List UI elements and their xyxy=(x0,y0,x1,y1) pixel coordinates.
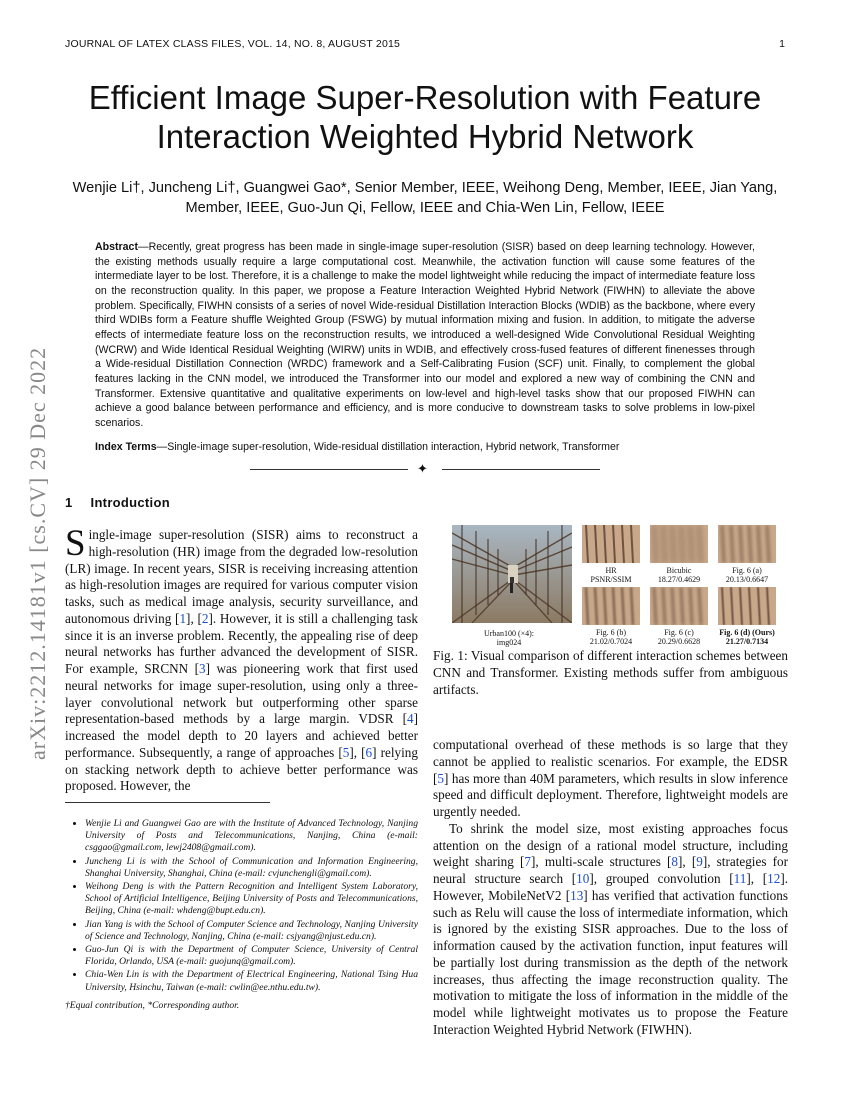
patch-image-1 xyxy=(582,525,640,563)
footnote-item: • Weihong Deng is with the Pattern Recognition and Intelligent System Laboratory, School of Artificial Intelligence, Beijing University of Posts and Telecommunications, Beijing, China (e-mail: whdeng@bupt.edu.cn). xyxy=(85,881,418,918)
patch-metric: 20.13/0.6647 xyxy=(725,575,769,584)
footnote-item: • Chia-Wen Lin is with the Department of Electrical Engineering, National Tsing Hua University, Hsinchu, Taiwan (e-mail: cwlin@ee.nthu.edu.tw). xyxy=(85,969,418,993)
citation-link[interactable]: 13 xyxy=(570,887,584,903)
footnote-item: • Juncheng Li is with the School of Communication and Information Engineering, Shanghai University, Shanghai, China (e-mail: cvjunchengli@gmail.com). xyxy=(85,856,418,880)
patch-metric: 21.02/0.7024 xyxy=(589,637,633,646)
figure-caption: Fig. 1: Visual comparison of different interaction schemes between CNN and Transformer. Existing methods suffer from ambiguous artifacts. xyxy=(433,648,788,697)
citation-link[interactable]: 9 xyxy=(696,854,703,870)
abstract-text: —Recently, great progress has been made in single-image super-resolution (SISR) based on deep learning technology. However, the existing methods usually require a large computational cost. Meanwhile, the activation function will cause some features of the intermediate layer to be lost. Therefore, it is a challenge to make the model lightweight while reducing the impact of intermediate feature loss on the reconstruction quality. In this paper, we propose a Feature Interaction Weighted Hybrid Network (FIWHN) to alleviate the above problem. Specifically, FIWHN consists of a series of novel Wide-residual Distillation Interaction Blocks (WDIB) as the backbone, where every third WDIBs form a Feature shuffle Weighted Group (FSWG) by mutual information mixing and fusion. In addition, to mitigate the adverse effects of intermediate feature loss on the reconstruction results, we introduced a well-designed Wide Convolutional Residual Weighting (WCRW) and Wide Identical Residual Weighting (WIRW) units in WDIB, and effectively cross-fused features of different finenesses through a Wide-residual Distillation Connection (WRDC) framework and a Self-Calibrating Fusion (SCF) unit. Finally, to complement the global features lacking in the CNN model, we introduced the Transformer into our model and explored a new way of combining the CNN and Transformer. Extensive quantitative and qualitative experiments on low-level and high-level tasks show that our proposed FIWHN can achieve a good balance between performance and efficiency, and is more conducive to downstream tasks to solve problems in low-pixel scenarios. xyxy=(95,241,755,429)
section-divider xyxy=(250,461,600,476)
citation-link[interactable]: 5 xyxy=(342,744,350,760)
figure-1 xyxy=(452,525,787,655)
footnote-rule xyxy=(65,802,270,803)
equal-contribution-note: †Equal contribution, *Corresponding author. xyxy=(65,999,240,1011)
citation-link[interactable]: 10 xyxy=(576,871,590,886)
patch-name: Fig. 6 (d) (Ours) xyxy=(719,628,775,637)
index-terms-text: —Single-image super-resolution, Wide-residual distillation interaction, Hybrid network, Transformer xyxy=(156,441,620,453)
patch-metric: PSNR/SSIM xyxy=(590,575,632,584)
footnote-item: • Wenjie Li and Guangwei Gao are with the Institute of Advanced Technology, Nanjing University of Posts and Telecommunications, Nanjing, China (e-mail: csggao@gmail.com, lewj2408@gmail.com). xyxy=(85,818,418,855)
patch-image-5 xyxy=(650,587,708,625)
main-image-id: img024 xyxy=(496,638,522,647)
citation-link[interactable]: 6 xyxy=(365,744,373,760)
footnote-item: • Guo-Jun Qi is with the Department of Computer Science, University of Central Florida, Orlando, USA (e-mail: guojunq@gmail.com). xyxy=(85,944,418,968)
citation-link[interactable]: 5 xyxy=(437,770,444,786)
patch-name: HR xyxy=(605,566,617,575)
citation-link[interactable]: 8 xyxy=(671,854,678,870)
citation-link[interactable]: 3 xyxy=(199,661,206,676)
citation-link[interactable]: 7 xyxy=(524,854,531,870)
citation-link[interactable]: 2 xyxy=(201,610,209,626)
citation-link[interactable]: 12 xyxy=(767,871,781,886)
patch-name: Fig. 6 (b) xyxy=(596,628,626,637)
section-number: 1 xyxy=(65,495,73,510)
intro-paragraph: Single-image super-resolution (SISR) aims to reconstruct a high-resolution (HR) image from the degraded low-resolution (LR) image. In recent years, SISR is receiving increasing attention as high-resolution images are required for various computer vision tasks, such as medical image analysis, security surveillance, and autonomous driving [1], [2]. However, it is still a challenging task since it is an inverse problem. Recently, the appealing rise of deep neural networks has further advanced the development of SISR. For example, SRCNN [3] was pioneering work that first used neural networks for image super-resolution, using only a three-layer convolutional network but outperforming other sparse representation-based methods by a large margin. VDSR [4] increased the model depth to 20 layers and achieved better performance. Subsequently, a range of approaches [5], [6] relying on stacking network depth to achieve better performance was proposed. However, the xyxy=(65,523,418,794)
diamond-icon: ✦ xyxy=(417,461,428,476)
running-header: JOURNAL OF LATEX CLASS FILES, VOL. 14, NO. 8, AUGUST 2015 xyxy=(65,38,401,50)
footnote-item: • Jian Yang is with the School of Computer Science and Technology, Nanjing University of Science and Technology, Nanjing, China (e-mail: csjyang@njust.edu.cn). xyxy=(85,919,418,943)
abstract-label: Abstract xyxy=(95,241,138,253)
page-number: 1 xyxy=(779,38,785,50)
citation-link[interactable]: 11 xyxy=(733,871,747,886)
main-image-label: Urban100 (×4): xyxy=(483,629,535,638)
patch-image-2 xyxy=(650,525,708,563)
patch-metric: 21.27/0.7134 xyxy=(725,637,769,646)
citation-link[interactable]: 4 xyxy=(407,711,414,727)
paragraph: To shrink the model size, most existing approaches focus attention on the design of a rational model structure, including weight sharing [7], multi-scale structures [8], [9], strategies for neural structure search [10], grouped convolution [11], [12]. However, MobileNetV2 [13] has verified that activation functions such as Relu will cause the loss of intermediate information, which is ignored by the existing SISR approaches. Due to the loss of information caused by the activation function, input features will be partially lost during transmission as the depth of the network increases, thus affecting the image reconstruction quality. The motivation to mitigate the loss of information in the middle of the model while lightweight motivates us to propose the Feature Interaction Weighted Hybrid Network (FIWHN). xyxy=(433,820,789,1037)
affiliation-footnotes xyxy=(65,818,418,1012)
abstract xyxy=(95,240,755,431)
author-list: Wenjie Li†, Juncheng Li†, Guangwei Gao*, Senior Member, IEEE, Weihong Deng, Member, IEEE, Jian Yang, Member, IEEE, Guo-Jun Qi, Fellow, IEEE and Chia-Wen Lin, Fellow, IEEE xyxy=(72,180,778,216)
drop-cap: S xyxy=(65,523,86,564)
section-heading xyxy=(65,495,170,510)
right-column-text xyxy=(433,737,788,1039)
patch-name: Bicubic xyxy=(666,566,692,575)
patch-image-6 xyxy=(718,587,776,625)
arxiv-stamp: arXiv:2212.14181v1 [cs.CV] 29 Dec 2022 xyxy=(25,346,50,760)
paragraph: computational overhead of these methods is so large that they cannot be applied to realistic scenarios. For example, the EDSR [5] has more than 40M parameters, which results in slow inference speed and difficult deployment. Therefore, lightweight models are urgently needed. xyxy=(433,737,788,819)
patch-image-4 xyxy=(582,587,640,625)
patch-name: Fig. 6 (a) xyxy=(732,566,762,575)
patch-image-3 xyxy=(718,525,776,563)
patch-metric: 18.27/0.4629 xyxy=(657,575,701,584)
main-image xyxy=(452,525,572,623)
paper-title: Efficient Image Super-Resolution with Feature Interaction Weighted Hybrid Network xyxy=(88,79,762,155)
index-terms-label: Index Terms xyxy=(95,441,157,453)
index-terms xyxy=(95,441,755,453)
citation-link[interactable]: 1 xyxy=(179,610,187,626)
section-title: Introduction xyxy=(90,495,170,510)
patch-metric: 20.29/0.6628 xyxy=(657,637,701,646)
patch-name: Fig. 6 (c) xyxy=(664,628,694,637)
